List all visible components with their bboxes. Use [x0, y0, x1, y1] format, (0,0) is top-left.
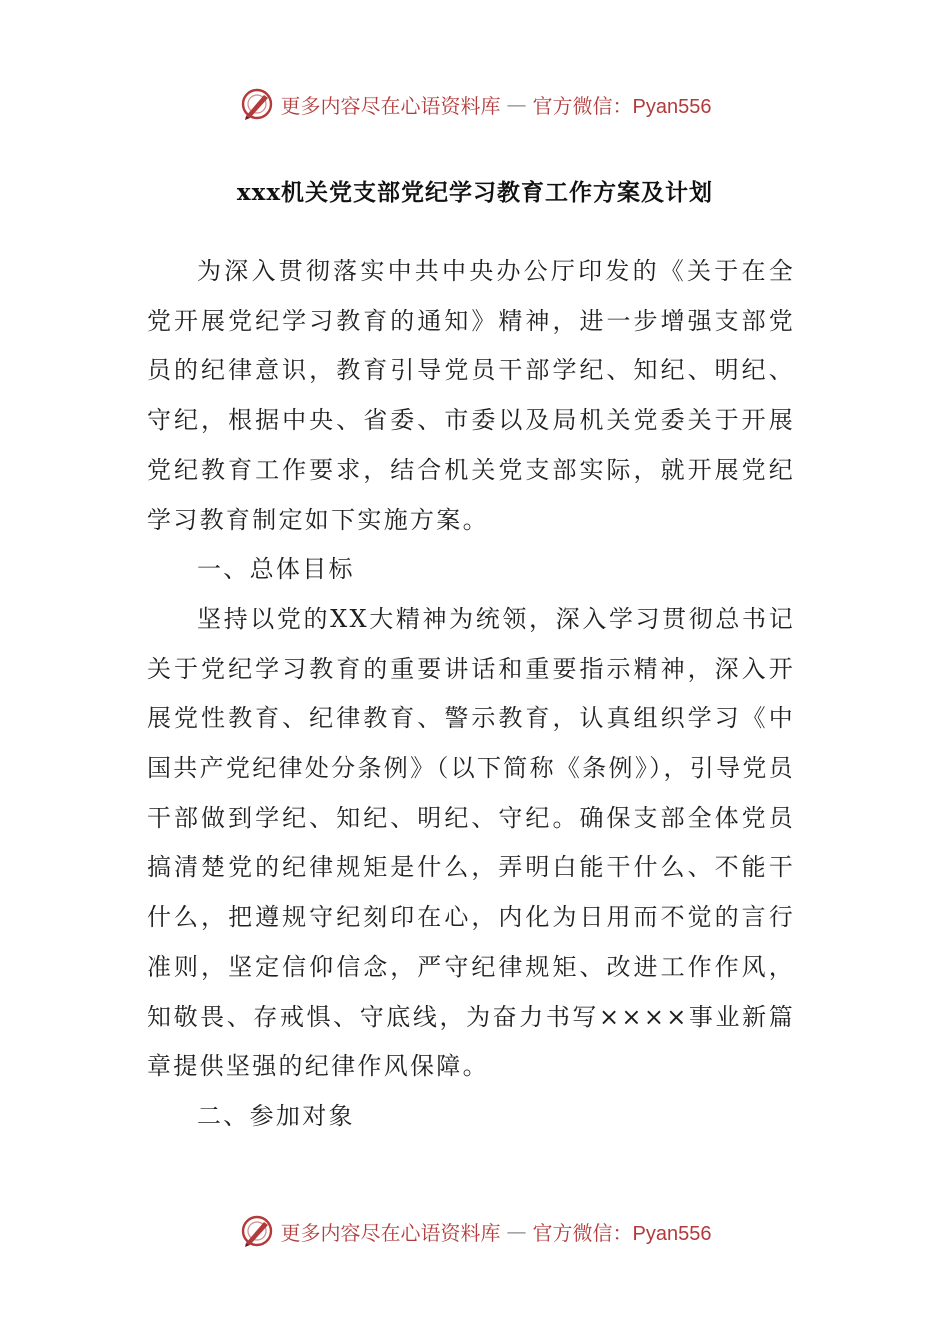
section-heading-goals: 一、总体目标 [197, 555, 355, 584]
pen-circle-logo-icon [239, 86, 275, 122]
section-heading-participants: 二、参加对象 [197, 1101, 355, 1130]
intro-paragraph: 为深入贯彻落实中共中央办公厅印发的《关于在全党开展党纪学习教育的通知》精神，进一步增强支部党员的纪律意识，教育引导党员干部学纪、知纪、明纪、守纪，根据中央、省委、市委以及局机关党委关于开展党纪教育工作要求，结合机关党支部实际，就开展党纪学习教育制定如下实施方案。 [147, 257, 795, 534]
watermark-separator: — [506, 92, 527, 116]
document-title: xxx机关党支部党纪学习教育工作方案及计划 [236, 179, 714, 206]
watermark-text: 更多内容尽在心语资料库 [280, 1220, 501, 1245]
watermark-contact: 官方微信：Pyan556 [532, 1222, 712, 1245]
watermark-header [0, 84, 950, 124]
watermark-separator: — [506, 1219, 527, 1243]
goals-paragraph: 坚持以党的XX大精神为统领，深入学习贯彻总书记关于党纪学习教育的重要讲话和重要指示精神，深入开展党性教育、纪律教育、警示教育，认真组织学习《中国共产党纪律处分条例》（以下简称《条例》），引导党员干部做到学纪、知纪、明纪、守纪。确保支部全体党员搞清楚党的纪律规矩是什么，弄明白能干什么、不能干什么，把遵规守纪刻印在心，内化为日用而不觉的言行准则，坚定信仰信念，严守纪律规矩、改进工作作风，知敬畏、存戒惧、守底线，为奋力书写××××事业新篇章提供坚强的纪律作风保障。 [147, 604, 795, 1081]
document-body [147, 247, 795, 1142]
watermark-text: 更多内容尽在心语资料库 [280, 93, 501, 118]
watermark-footer [0, 1211, 950, 1251]
pen-circle-logo-icon [239, 1213, 275, 1249]
watermark-contact: 官方微信：Pyan556 [532, 95, 712, 118]
